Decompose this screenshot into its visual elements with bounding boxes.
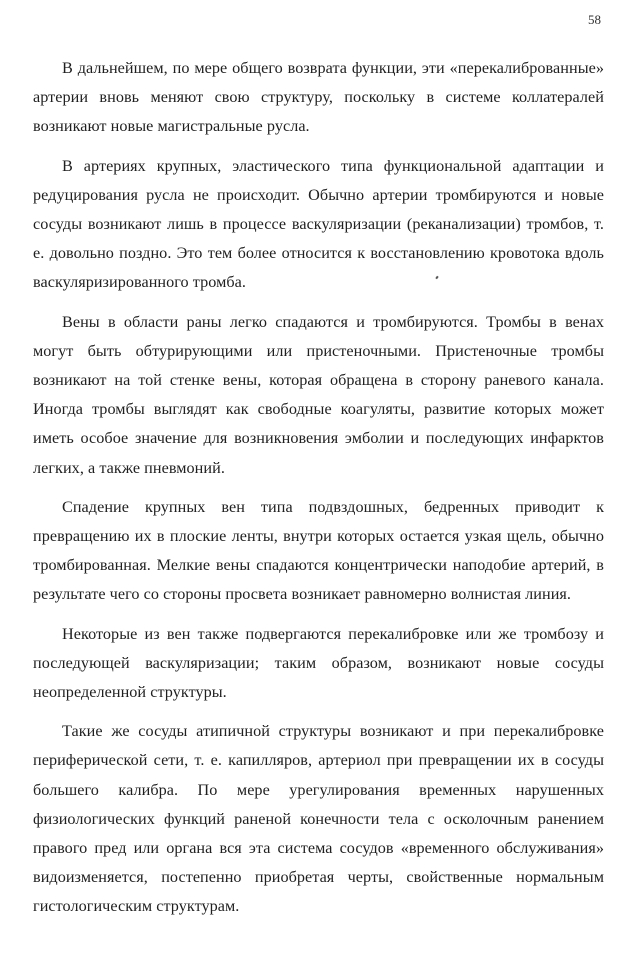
document-body	[33, 48, 604, 932]
paragraph-5: Некоторые из вен также подвергаются перекалибровке или же тромбозу и последующей васкуляризации; таким образом, возникают новые сосуды неопределенной структуры.	[33, 624, 604, 702]
paragraph-3: Вены в области раны легко спадаются и тромбируются. Тромбы в венах могут быть обтурирующими или пристеночными. Пристеночные тромбы возникают на той стенке вены, которая обращена в сторону раневого канала. Иногда тромбы выглядят как свободные коагуляты, развитие которых может иметь особое значение для возникновения эмболии и последующих инфарктов легких, а также пневмоний.	[33, 312, 604, 477]
paragraph-1: В дальнейшем, по мере общего возврата функции, эти «перекалиброванные» артерии вновь меняют свою структуру, поскольку в системе коллатералей возникают новые магистральные русла.	[33, 59, 604, 136]
paragraph-4: Спадение крупных вен типа подвздошных, бедренных приводит к превращению их в плоские ленты, внутри которых остается узкая щель, обычно тромбированная. Мелкие вены спадаются концентрически наподобие артерий, в результате чего со стороны просвета возникает равномерно волнистая линия.	[33, 497, 604, 604]
page-number: 58	[588, 12, 601, 27]
paragraph-2: В артериях крупных, эластического типа функциональной адаптации и редуцирования русла не происходит. Обычно артерии тромбируются и новые сосуды возникают лишь в процессе васкуляризации (реканализации) тромбов, т. е. довольно поздно. Это тем более относится к восстановлению кровотока вдоль васкуляризированного тромба.	[33, 156, 604, 292]
paragraph-6: Такие же сосуды атипичной структуры возникают и при перекалибровке периферической сети, т. е. капилляров, артериол при превращении их в сосуды большего калибра. По мере урегулирования временных нарушенных физиологических функций раненой конечности тела с осколочным ранением правого пред или органа вся эта система сосудов «временного обслуживания» видоизменяется, постепенно приобретая черты, свойственные нормальным гистологическим структурам.	[33, 722, 604, 916]
